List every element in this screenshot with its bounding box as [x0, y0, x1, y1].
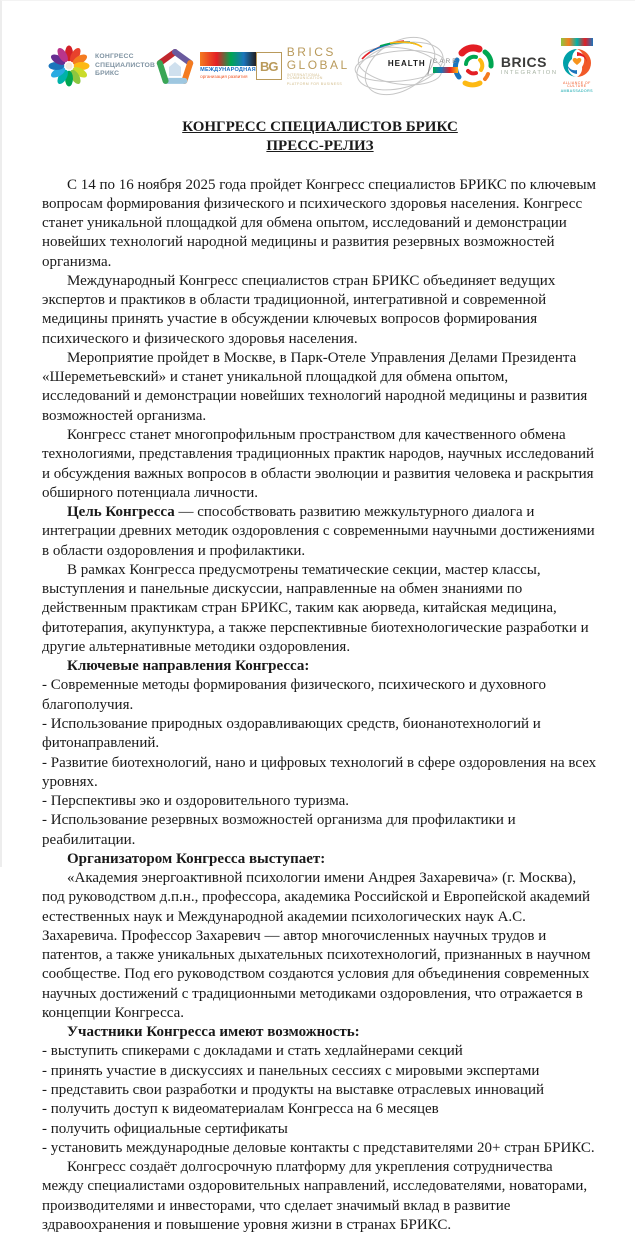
press-release-title: КОНГРЕСС СПЕЦИАЛИСТОВ БРИКС [182, 119, 458, 135]
bg-monogram-icon [256, 52, 282, 80]
logo-international-text [200, 52, 256, 79]
integration-sub-label: INTEGRATION [500, 70, 558, 77]
opportunity-item: - представить свои разработки и продукты на выставке отраслевых инноваций [42, 1082, 545, 1099]
logo-brics-integration [452, 44, 558, 88]
directions-heading: Ключевые направления Конгресса: [67, 658, 310, 675]
logo-integration-text [501, 55, 558, 77]
flower-icon [48, 45, 90, 87]
title-block [42, 118, 598, 157]
paragraph-program: В рамках Конгресса предусмотрены тематические секции, мастер классы, выступления и панельные дискуссии, направленные на обмен знаниями по действенным практикам стран БРИКС, таким как аюрведа, китайская медицина, фитотерапия, акупунктура, а также перспективные биотехнологические разработки и другие альтернативные методики оздоровления. [42, 561, 589, 655]
direction-item: - Перспективы эко и оздоровительного туризма. [42, 793, 350, 810]
logo-healthcare-text [388, 59, 459, 75]
alliance-line1: ALLIANCE OF CULTURE [562, 80, 591, 89]
logo-congress-text [95, 53, 155, 78]
logo-global-line2: GLOBAL [286, 58, 350, 73]
logo-global-line3: INTERNATIONAL COMMUNICATION [286, 72, 323, 81]
healthcare-health-label: HEALTH [387, 59, 426, 68]
pentagon-icon [155, 46, 195, 86]
logo-international-line2: организация развития [200, 74, 248, 79]
alliance-brics-label [561, 38, 592, 47]
opportunity-item: - установить международные деловые контакты с представителями 20+ стран БРИКС. [42, 1139, 595, 1156]
logo-international-line1: МЕЖДУНАРОДНАЯ [200, 67, 256, 74]
direction-item: - Современные методы формирования физического, психического и духовного благополучия. [42, 677, 546, 713]
healthcare-brics-label [433, 67, 459, 73]
logo-congress-line1: КОНГРЕСС [95, 53, 134, 61]
paragraph-international: Международный Конгресс специалистов стран БРИКС объединяет ведущих экспертов и практиков в области традиционной, интегративной и современной медицины принять участие в обсуждении ключевых вопросов формирования психического и физического здоровья населения. [42, 272, 556, 347]
participants-heading: Участники Конгресса имеют возможность: [67, 1024, 360, 1041]
press-release-subtitle: ПРЕСС-РЕЛИЗ [266, 138, 374, 155]
integration-brics-label: BRICS [500, 54, 547, 71]
paragraph-intro: С 14 по 16 ноября 2025 года пройдет Конгресс специалистов БРИКС по ключевым вопросам формирования физического и психического здоровья населения. Конгресс станет уникальной площадкой для обмена опытом, исследований и демонстрации новейших технологий народной медицины и развития резервных возможностей организма. [42, 176, 597, 270]
logo-brics-international [155, 46, 256, 86]
goal-rest: — способствовать развитию межкультурного диалога и интеграции древних методик оздоровления с современными научными достижениями в области оздоровления и профилактики. [42, 504, 595, 559]
logo-congress-specialists [48, 45, 155, 87]
logo-congress-line2: СПЕЦИАЛИСТОВ [95, 61, 156, 69]
goal-lead-in: Цель Конгресса [67, 504, 175, 521]
paragraph-venue: Мероприятие пройдет в Москве, в Парк-Отеле Управления Делами Президента «Шереметьевский» и станет уникальной площадкой для обмена опытом, исследований и демонстрации новейших технологий народной медицины и развития возможностей организма. [42, 349, 588, 424]
opportunity-item: - принять участие в дискуссиях и панельных сессиях с мировыми экспертами [42, 1062, 540, 1079]
opportunity-item: - выступить спикерами с докладами и стать хедлайнерами секций [42, 1043, 463, 1060]
direction-item: - Использование природных оздоравливающих средств, бионанотехнологий и фитонаправлений. [42, 715, 541, 752]
logo-global-text [287, 46, 352, 86]
logo-global-line1: BRICS [286, 44, 336, 59]
organizer-heading: Организатором Конгресса выступает: [67, 850, 326, 867]
logo-brics-global [256, 46, 352, 86]
logo-congress-line3: БРИКС [95, 70, 120, 78]
paragraph-organizer: «Академия энергоактивной психологии имени Андрея Захаревича» (г. Москва), под руководством д.п.н., профессора, академика Российской и Европейской академий естественных наук и Международной академии психологических наук А.С. Захаревича. Профессор Захаревич — автор многочисленных научных трудов и патентов, а также уникальных дыхательных психотехнологий, признанных в научном сообществе. Под его руководством создаются условия для объединения современных научных достижений с традиционными методиками оздоровления, что отражается в концепции Конгресса. [42, 870, 591, 1021]
paragraph-closing: Конгресс создаёт долгосрочную платформу для укрепления сотрудничества между специалистами оздоровительных направлений, исследователями, новаторами, производителями и инвесторами, что сделает значимый вклад в развитие здравоохранения и повышение уровня жизни в странах БРИКС. [42, 1159, 588, 1233]
direction-item: - Развитие биотехнологий, нано и цифровых технологий в сфере оздоровления на всех уровнях. [42, 754, 597, 790]
logo-healthcare-brics [352, 33, 459, 99]
paragraph-goal [42, 503, 598, 561]
logo-strip [42, 28, 598, 102]
logo-international-wordmark [200, 52, 256, 66]
bg-monogram-letters: BG [260, 58, 278, 74]
direction-item: - Использование резервных возможностей организма для профилактики и реабилитации. [42, 812, 516, 848]
healthcare-divider [427, 59, 431, 75]
opportunity-item: - получить официальные сертификаты [42, 1120, 288, 1137]
logo-brics-alliance [558, 38, 596, 94]
press-release-document [42, 118, 598, 1235]
culture-swirl-icon [560, 46, 594, 80]
opportunity-item: - получить доступ к видеоматериалам Конгресса на 6 месяцев [42, 1101, 439, 1118]
paragraph-space: Конгресс станет многопрофильным пространством для качественного обмена технологиями, представления традиционных практик народов, научных исследований и обсуждения важных вопросов в области эволюции и развития человека и раскрытия обширного потенциала личности. [42, 426, 595, 501]
alliance-line2: AMBASSADORS [560, 89, 593, 94]
logo-global-line4: PLATFORM FOR BUSINESS [286, 81, 343, 86]
press-release-page [2, 1, 635, 1235]
healthcare-care-label: CARE [432, 58, 459, 65]
